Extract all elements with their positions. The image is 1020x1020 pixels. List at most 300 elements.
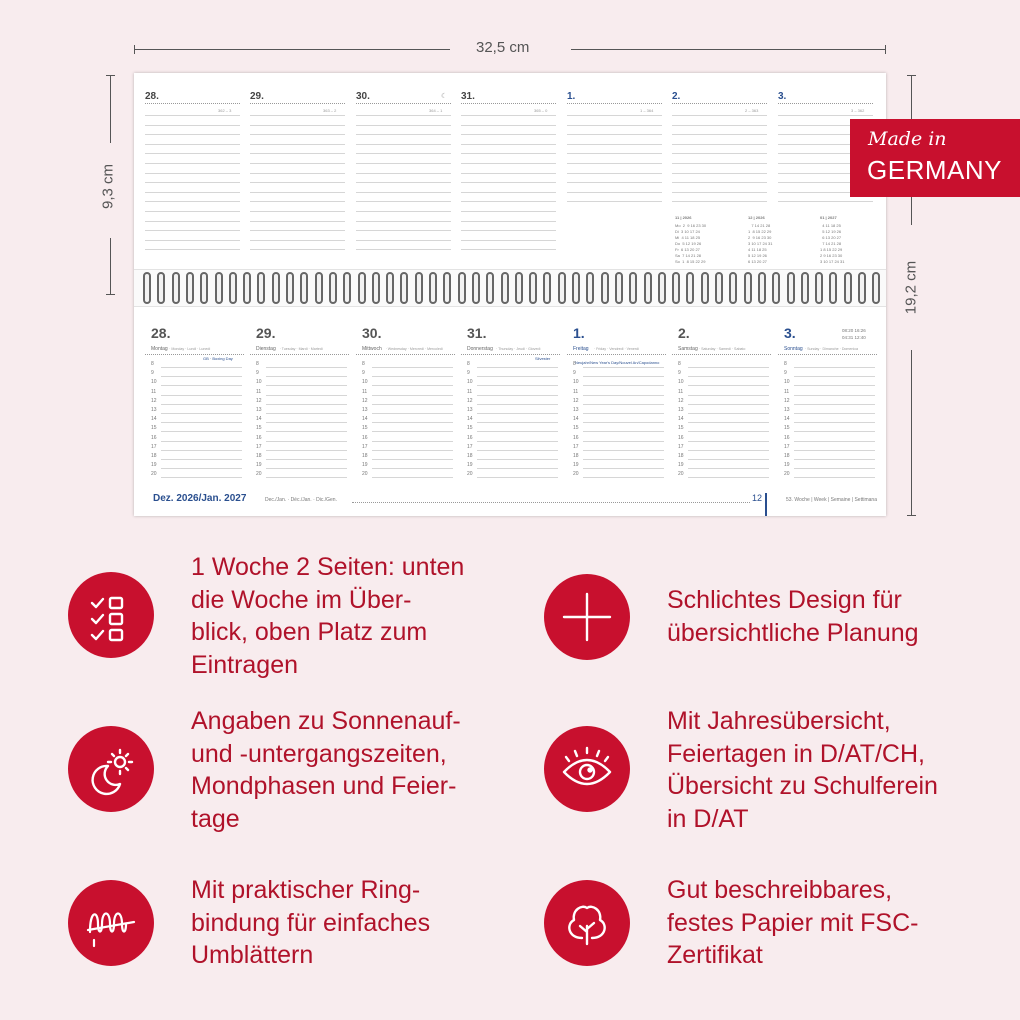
hour-line <box>583 376 664 377</box>
binding-ring <box>529 272 537 304</box>
week-day-translations: · Saturday · Samedi · Sabato <box>698 347 746 351</box>
hour-line <box>161 422 242 423</box>
minicalendar-row: 4 11 18 25 <box>820 223 841 228</box>
writing-line <box>567 115 662 116</box>
hour-label: 18 <box>678 453 684 459</box>
hour-label: 8 <box>256 361 259 367</box>
writing-line <box>461 144 556 145</box>
hour-label: 15 <box>256 425 262 432</box>
hour-label: 11 <box>784 388 790 395</box>
week-number: 12 <box>752 493 763 503</box>
minicalendar-row: Di 3 10 17 24 <box>675 229 700 234</box>
minicalendar-title: 12 | 2026 <box>748 215 765 220</box>
writing-line <box>356 134 451 135</box>
top-day-divider <box>778 103 873 104</box>
writing-line <box>250 201 345 202</box>
hour-label: 11 <box>573 388 579 395</box>
hour-label: 18 <box>256 453 262 459</box>
hour-label: 17 <box>678 443 684 450</box>
hour-label: 16 <box>678 434 684 441</box>
hour-line <box>794 450 875 451</box>
writing-line <box>356 249 451 250</box>
writing-line <box>250 182 345 183</box>
binding-ring <box>400 272 408 304</box>
writing-line <box>461 115 556 116</box>
hour-label: 16 <box>256 434 262 441</box>
binding-ring <box>501 272 509 304</box>
hour-line <box>161 395 242 396</box>
hour-label: 9 <box>256 370 259 377</box>
hour-line <box>688 404 769 405</box>
writing-line <box>250 230 345 231</box>
hour-line <box>688 413 769 414</box>
hour-line <box>794 477 875 478</box>
moon-sun-icon <box>68 726 154 812</box>
top-day-divider <box>145 103 240 104</box>
holiday-label: Neujahr/New Year's Day/Nouvel An/Capodanno <box>575 360 660 365</box>
week-day-divider <box>356 354 455 355</box>
hour-label: 15 <box>151 425 157 432</box>
hour-label: 13 <box>573 407 579 413</box>
binding-ring <box>172 272 180 304</box>
writing-line <box>145 144 240 145</box>
hour-label: 20 <box>151 471 157 478</box>
week-day-name: Montag <box>151 346 168 352</box>
ring-binding <box>134 269 886 307</box>
hour-label: 12 <box>467 397 473 404</box>
hour-line <box>794 422 875 423</box>
writing-line <box>672 192 767 193</box>
binding-ring <box>315 272 323 304</box>
footer-month-translations: Dec./Jan. · Déc./Jan. · Dic./Gen. <box>265 497 337 503</box>
week-day-divider <box>672 354 771 355</box>
hour-line <box>688 385 769 386</box>
writing-line <box>461 230 556 231</box>
holiday-label: Silvester <box>535 356 551 361</box>
binding-ring <box>701 272 709 304</box>
hour-line <box>583 413 664 414</box>
hour-line <box>794 468 875 469</box>
writing-line <box>250 192 345 193</box>
writing-line <box>461 192 556 193</box>
minicalendar-row: 6 13 20 27 <box>820 235 842 240</box>
hour-line <box>794 413 875 414</box>
binding-ring <box>844 272 852 304</box>
top-day-divider <box>250 103 345 104</box>
writing-line <box>567 144 662 145</box>
minicalendar-row: 6 13 20 27 <box>748 259 767 264</box>
writing-line <box>145 230 240 231</box>
minicalendar-row: 3 10 17 24 31 <box>820 259 845 264</box>
binding-ring <box>186 272 194 304</box>
writing-line <box>567 201 662 202</box>
hour-line <box>583 477 664 478</box>
binding-ring <box>472 272 480 304</box>
hour-label: 14 <box>256 416 262 423</box>
checklist-icon <box>68 572 154 658</box>
writing-line <box>461 221 556 222</box>
minicalendar-row: Fr 6 13 20 27 <box>675 247 700 252</box>
writing-line <box>672 163 767 164</box>
feature-text-simple-design: Schlichtes Design für übersichtliche Planung <box>667 586 919 647</box>
hour-line <box>372 413 453 414</box>
hour-label: 11 <box>678 388 684 395</box>
hour-label: 12 <box>256 397 262 404</box>
hour-line <box>161 468 242 469</box>
binding-ring <box>815 272 823 304</box>
week-day-name: Dienstag <box>256 346 276 352</box>
width-dimension-line-left <box>134 49 450 50</box>
top-day-count: 365 – 0 <box>534 108 548 113</box>
week-day-name: Freitag <box>573 346 589 352</box>
hour-label: 12 <box>784 397 790 404</box>
hour-line <box>161 459 242 460</box>
binding-ring <box>143 272 151 304</box>
hour-line <box>794 367 875 368</box>
week-day-number: 2. <box>678 325 690 341</box>
hour-line <box>266 404 347 405</box>
hour-label: 9 <box>362 370 365 377</box>
minicalendar-row: So 1 8 15 22 29 <box>675 259 706 264</box>
hour-label: 19 <box>678 462 684 469</box>
hour-line <box>583 459 664 460</box>
hour-line <box>266 459 347 460</box>
writing-line <box>461 182 556 183</box>
feature-text-fsc-paper: Gut beschreibbares, festes Papier mit FSC- Zertifikat <box>667 876 919 969</box>
minicalendar-row: 7 14 21 28 <box>748 223 771 228</box>
minicalendar-title: 01 | 2027 <box>820 215 837 220</box>
hour-label: 17 <box>362 443 368 450</box>
writing-line <box>672 125 767 126</box>
hour-label: 15 <box>362 425 368 432</box>
top-height-label: 9,3 cm <box>99 164 117 210</box>
writing-line <box>250 211 345 212</box>
week-day-name: Donnerstag <box>467 346 493 352</box>
hour-line <box>794 395 875 396</box>
hour-label: 17 <box>256 443 262 450</box>
binding-ring <box>744 272 752 304</box>
binding-ring <box>358 272 366 304</box>
moon-phase-icon: ☾ <box>441 93 448 100</box>
hour-label: 20 <box>362 471 368 478</box>
top-height-line-upper <box>110 75 111 143</box>
hour-line <box>266 376 347 377</box>
hour-label: 17 <box>784 443 790 450</box>
writing-line <box>461 173 556 174</box>
binding-ring <box>443 272 451 304</box>
hour-label: 11 <box>151 388 157 395</box>
writing-line <box>145 153 240 154</box>
hour-label: 14 <box>151 416 157 423</box>
writing-line <box>145 134 240 135</box>
week-day-translations: · Tuesday · Mardi · Martedì <box>279 347 323 351</box>
hour-line <box>372 404 453 405</box>
top-day-number: 31. <box>461 91 475 102</box>
hour-line <box>477 477 558 478</box>
hour-label: 9 <box>784 370 787 377</box>
binding-ring <box>157 272 165 304</box>
binding-ring <box>829 272 837 304</box>
writing-line <box>145 125 240 126</box>
feature-text-year-overview: Mit Jahresübersicht, Feiertagen in D/AT/CH, Übersicht zu Schulferein in D/AT <box>667 707 938 833</box>
hour-line <box>372 450 453 451</box>
hour-line <box>688 450 769 451</box>
week-day-number: 31. <box>467 325 487 341</box>
hour-label: 14 <box>784 416 790 423</box>
writing-line <box>567 125 662 126</box>
feature-text-ring-binding: Mit praktischer Ring- bindung für einfaches Umblättern <box>191 876 431 969</box>
hour-line <box>794 385 875 386</box>
binding-ring <box>329 272 337 304</box>
writing-line <box>567 163 662 164</box>
width-dimension-line-right <box>571 49 886 50</box>
writing-line <box>145 115 240 116</box>
hour-label: 20 <box>467 471 473 478</box>
hour-label: 8 <box>151 361 154 367</box>
writing-line <box>461 153 556 154</box>
hour-label: 13 <box>151 407 157 413</box>
binding-ring <box>772 272 780 304</box>
hour-label: 13 <box>784 407 790 413</box>
hour-line <box>477 367 558 368</box>
binding-ring <box>486 272 494 304</box>
writing-line <box>461 211 556 212</box>
hour-label: 14 <box>573 416 579 423</box>
ring-binding-icon <box>68 880 154 966</box>
writing-line <box>145 163 240 164</box>
binding-ring <box>658 272 666 304</box>
top-day-count: 3 – 362 <box>851 108 865 113</box>
hour-label: 19 <box>362 462 368 469</box>
hour-line <box>266 450 347 451</box>
badge-made-in: Made in <box>868 128 947 150</box>
hour-label: 9 <box>151 370 154 377</box>
writing-line <box>672 182 767 183</box>
binding-ring <box>458 272 466 304</box>
writing-line <box>356 201 451 202</box>
hour-label: 15 <box>573 425 579 432</box>
top-height-line-lower <box>110 238 111 294</box>
planner-top-page <box>134 73 886 243</box>
binding-ring <box>386 272 394 304</box>
week-day-number: 3. <box>784 325 796 341</box>
hour-line <box>477 404 558 405</box>
hour-line <box>372 468 453 469</box>
holiday-label: GB · Boxing Day <box>203 356 233 361</box>
hour-label: 10 <box>467 379 473 386</box>
writing-line <box>250 240 345 241</box>
hour-line <box>372 431 453 432</box>
writing-line <box>356 182 451 183</box>
writing-line <box>461 201 556 202</box>
hour-line <box>266 477 347 478</box>
minicalendar-row: 4 11 18 25 <box>748 247 767 252</box>
top-day-count: 1 – 364 <box>640 108 654 113</box>
binding-ring <box>200 272 208 304</box>
writing-line <box>250 144 345 145</box>
planner-bottom-page <box>134 313 886 516</box>
top-day-number: 3. <box>778 91 787 102</box>
binding-ring <box>243 272 251 304</box>
week-day-translations: · Sunday · Dimanche · Domenica <box>804 347 859 351</box>
hour-line <box>266 413 347 414</box>
binding-ring <box>515 272 523 304</box>
writing-line <box>145 173 240 174</box>
hour-label: 10 <box>784 379 790 386</box>
binding-ring <box>615 272 623 304</box>
minicalendar-row: Mo 2 9 16 23 30 <box>675 223 707 228</box>
hour-line <box>688 477 769 478</box>
hour-line <box>372 376 453 377</box>
hour-line <box>794 376 875 377</box>
binding-ring <box>644 272 652 304</box>
hour-label: 15 <box>678 425 684 432</box>
hour-line <box>583 404 664 405</box>
writing-line <box>672 134 767 135</box>
feature-text-sun-moon-holidays: Angaben zu Sonnenauf- und -untergangszeiten, Mondphasen und Feier- tage <box>191 707 461 833</box>
hour-label: 20 <box>573 471 579 478</box>
top-height-tick <box>106 75 115 76</box>
writing-line <box>461 134 556 135</box>
writing-line <box>250 115 345 116</box>
width-label: 32,5 cm <box>476 39 530 56</box>
hour-line <box>266 422 347 423</box>
footer-week-label: 53. Woche | Week | Semaine | Settimana <box>786 497 877 503</box>
writing-line <box>567 134 662 135</box>
hour-line <box>477 468 558 469</box>
hour-line <box>583 441 664 442</box>
binding-ring <box>343 272 351 304</box>
hour-line <box>372 441 453 442</box>
hour-line <box>372 395 453 396</box>
hour-line <box>266 468 347 469</box>
hour-label: 11 <box>467 388 473 395</box>
binding-ring <box>686 272 694 304</box>
week-day-translations: · Monday · Lundi · Lunedì <box>169 347 211 351</box>
hour-label: 9 <box>678 370 681 377</box>
hour-label: 14 <box>467 416 473 423</box>
hour-label: 8 <box>573 361 576 367</box>
hour-label: 8 <box>362 361 365 367</box>
binding-ring <box>429 272 437 304</box>
minicalendar-row: 7 14 21 28 <box>820 241 842 246</box>
binding-ring <box>229 272 237 304</box>
minicalendar-title: 11 | 2026 <box>675 215 692 220</box>
binding-ring <box>257 272 265 304</box>
week-day-name: Samstag <box>678 346 698 352</box>
top-day-divider <box>461 103 556 104</box>
hour-label: 10 <box>362 379 368 386</box>
writing-line <box>356 153 451 154</box>
hour-label: 17 <box>467 443 473 450</box>
week-day-name: Sonntag <box>784 346 803 352</box>
hour-label: 8 <box>678 361 681 367</box>
writing-line <box>250 125 345 126</box>
top-day-count: 364 – 1 <box>429 108 443 113</box>
binding-ring <box>586 272 594 304</box>
hour-line <box>688 395 769 396</box>
week-day-divider <box>567 354 666 355</box>
binding-ring <box>801 272 809 304</box>
hour-line <box>161 450 242 451</box>
week-day-divider <box>250 354 349 355</box>
hour-label: 19 <box>573 462 579 469</box>
writing-line <box>145 192 240 193</box>
week-marker-bar <box>765 493 767 516</box>
week-day-number: 30. <box>362 325 382 341</box>
writing-line <box>356 115 451 116</box>
hour-line <box>161 413 242 414</box>
top-day-number: 28. <box>145 91 159 102</box>
hour-label: 11 <box>362 388 368 395</box>
minicalendar-row: 5 12 19 26 <box>820 229 842 234</box>
writing-line <box>356 192 451 193</box>
writing-line <box>250 134 345 135</box>
hour-label: 18 <box>362 453 368 459</box>
hour-label: 15 <box>784 425 790 432</box>
writing-line <box>567 182 662 183</box>
week-day-translations: · Friday · Vendredi · Venerdì <box>593 347 640 351</box>
hour-line <box>477 413 558 414</box>
hour-line <box>372 367 453 368</box>
writing-line <box>672 144 767 145</box>
writing-line <box>461 125 556 126</box>
binding-ring <box>558 272 566 304</box>
writing-line <box>356 125 451 126</box>
writing-line <box>461 249 556 250</box>
minicalendar-row: Do 5 12 19 26 <box>675 241 702 246</box>
minicalendar-row: Sa 7 14 21 28 <box>675 253 702 258</box>
plus-icon <box>544 574 630 660</box>
hour-label: 16 <box>362 434 368 441</box>
hour-line <box>477 459 558 460</box>
writing-line <box>145 221 240 222</box>
hour-label: 13 <box>467 407 473 413</box>
week-day-number: 1. <box>573 325 585 341</box>
binding-ring <box>543 272 551 304</box>
hour-line <box>161 404 242 405</box>
hour-line <box>161 376 242 377</box>
hour-label: 10 <box>151 379 157 386</box>
hour-label: 13 <box>678 407 684 413</box>
hour-line <box>583 450 664 451</box>
hour-line <box>266 367 347 368</box>
writing-line <box>672 153 767 154</box>
minicalendar-row: 1 8 15 22 29 <box>748 229 772 234</box>
hour-label: 19 <box>784 462 790 469</box>
moon-times: 04:31 12:40 <box>842 335 866 340</box>
binding-ring <box>872 272 880 304</box>
binding-ring <box>787 272 795 304</box>
binding-ring <box>286 272 294 304</box>
hour-label: 18 <box>467 453 473 459</box>
hour-line <box>161 367 242 368</box>
hour-line <box>688 376 769 377</box>
binding-ring <box>572 272 580 304</box>
hour-label: 18 <box>151 453 157 459</box>
total-height-tick <box>907 515 916 516</box>
writing-line <box>356 230 451 231</box>
hour-label: 20 <box>784 471 790 478</box>
hour-line <box>688 468 769 469</box>
hour-line <box>372 477 453 478</box>
total-height-label: 19,2 cm <box>902 260 920 315</box>
writing-line <box>145 201 240 202</box>
top-day-number: 2. <box>672 91 681 102</box>
binding-ring <box>715 272 723 304</box>
week-day-divider <box>778 354 877 355</box>
week-day-translations: · Thursday · Jeudi · Giovedì <box>496 347 541 351</box>
